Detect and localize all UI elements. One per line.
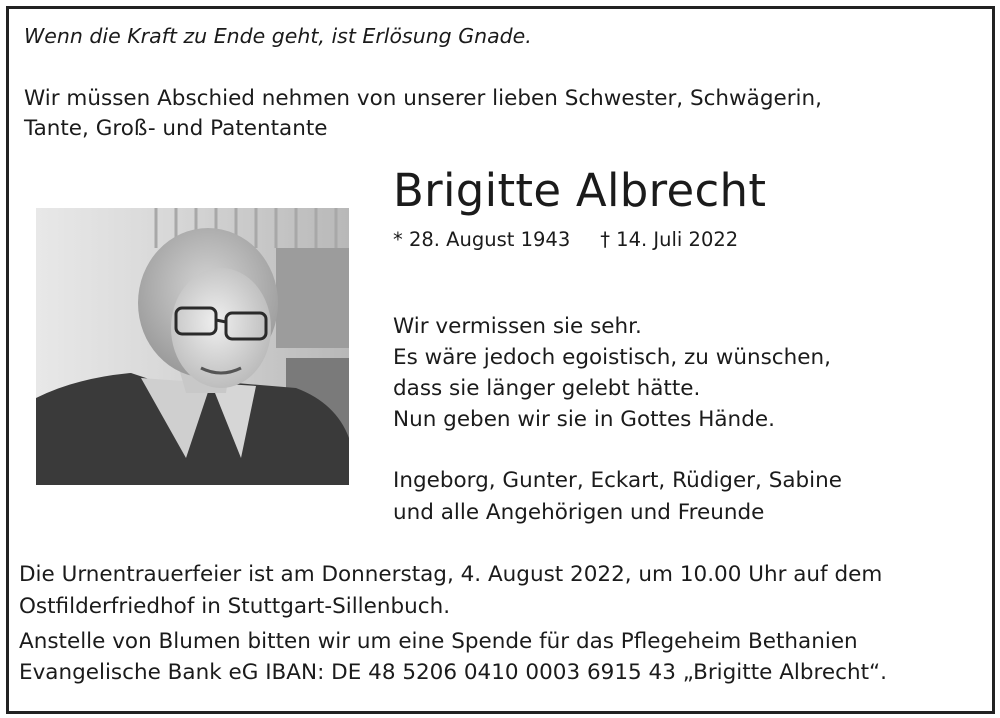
mourners-line: und alle Angehörigen und Freunde <box>393 500 765 525</box>
ceremony-notice <box>19 559 882 623</box>
birth-date: * 28. August 1943 <box>393 228 571 251</box>
portrait-photo <box>36 208 349 485</box>
ceremony-line: Die Urnentrauerfeier ist am Donnerstag, 4. August 2022, um 10.00 Uhr auf dem <box>19 562 883 587</box>
mourners-line: Ingeborg, Gunter, Eckart, Rüdiger, Sabine <box>393 468 842 493</box>
donation-notice <box>19 626 887 688</box>
verse-line: Wir vermissen sie sehr. <box>393 314 642 339</box>
ceremony-line: Ostfilderfriedhof in Stuttgart-Sillenbuch. <box>19 594 451 619</box>
verse <box>393 311 831 435</box>
motto: Wenn die Kraft zu Ende geht, ist Erlösung Gnade. <box>24 24 532 48</box>
intro-line: Wir müssen Abschied nehmen von unserer lieben Schwester, Schwägerin, <box>24 86 822 111</box>
donation-line: Anstelle von Blumen bitten wir um eine Spende für das Pflegeheim Bethanien <box>19 629 858 654</box>
mourners <box>393 465 842 529</box>
intro-line: Tante, Groß- und Patentante <box>24 116 328 141</box>
verse-line: Nun geben wir sie in Gottes Hände. <box>393 407 775 432</box>
life-dates <box>393 228 738 251</box>
donation-line: Evangelische Bank eG IBAN: DE 48 5206 0410 0003 6915 43 „Brigitte Albrecht“. <box>19 660 887 685</box>
death-date: † 14. Juli 2022 <box>600 228 739 251</box>
verse-line: Es wäre jedoch egoistisch, zu wünschen, <box>393 345 831 370</box>
verse-line: dass sie länger gelebt hätte. <box>393 376 701 401</box>
deceased-name: Brigitte Albrecht <box>393 164 767 217</box>
intro-text <box>24 84 822 144</box>
